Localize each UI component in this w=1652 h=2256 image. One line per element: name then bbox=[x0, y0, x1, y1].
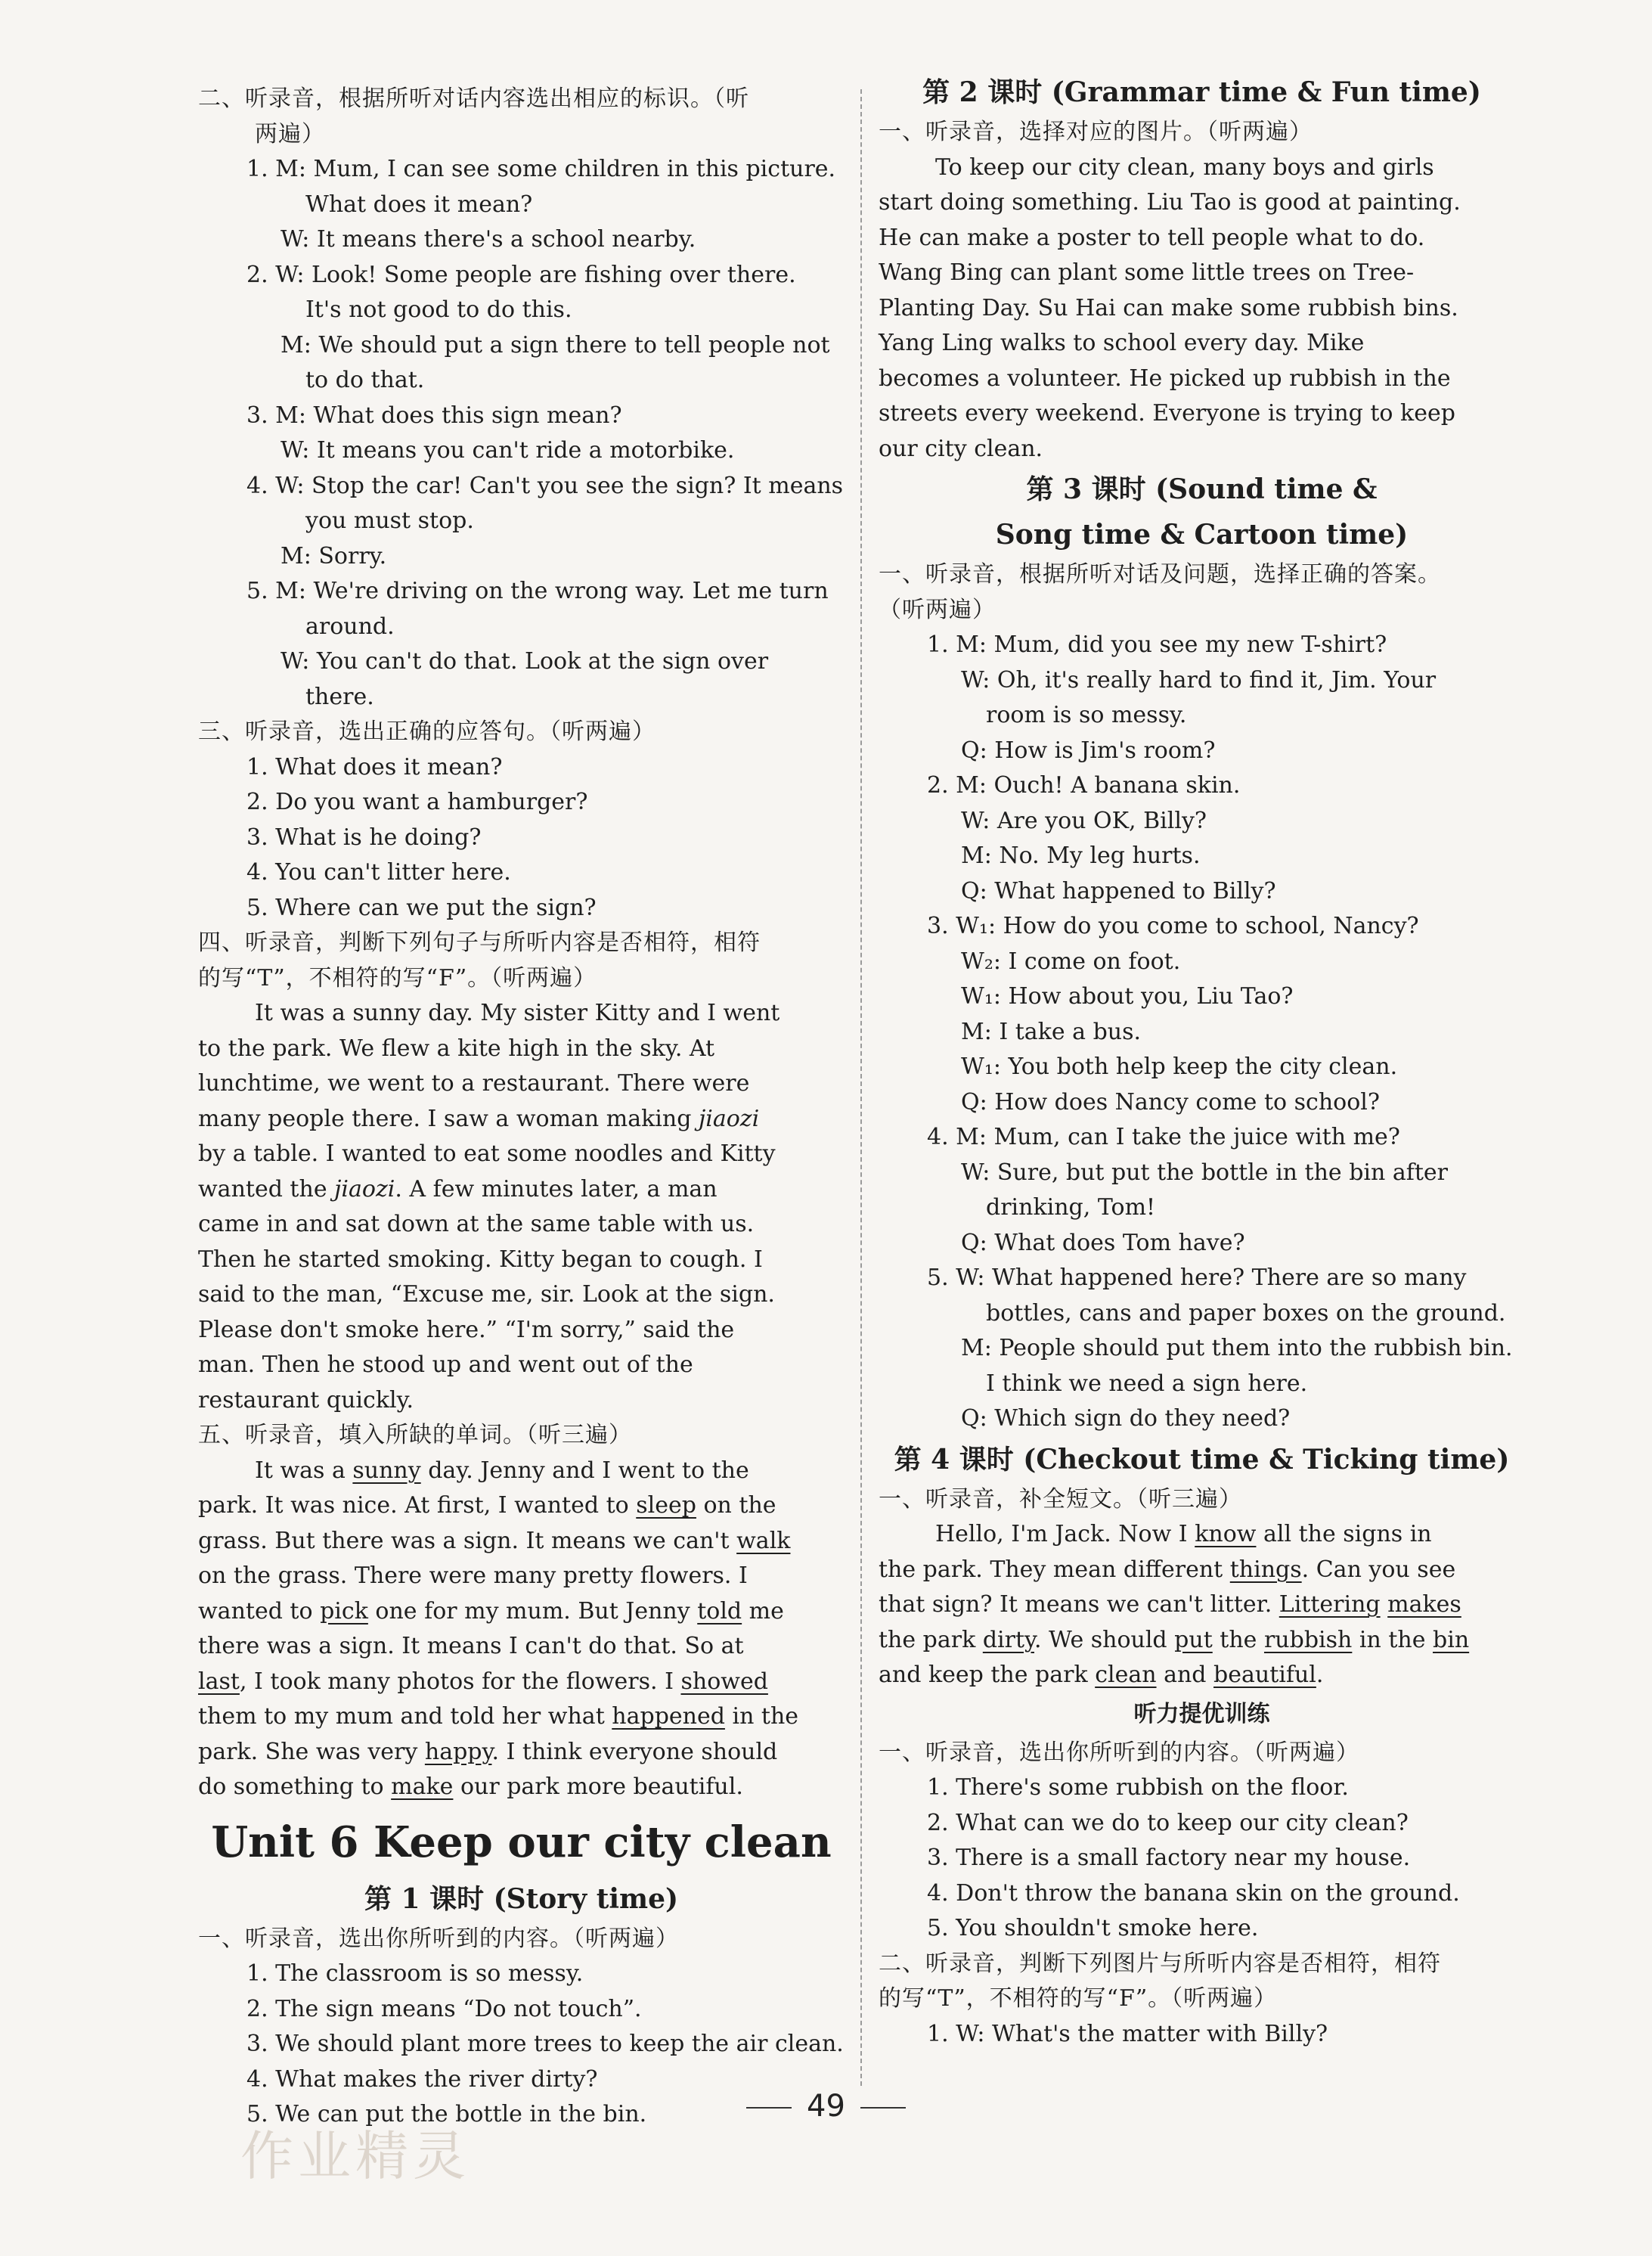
text-line bbox=[879, 1841, 1525, 1876]
text-line bbox=[198, 1957, 845, 1992]
text-line bbox=[198, 1770, 845, 1805]
left-text-block bbox=[198, 82, 845, 1805]
line-text: 1. What does it mean? bbox=[246, 753, 503, 780]
text-line bbox=[879, 2017, 1525, 2053]
text-line bbox=[198, 926, 845, 961]
lesson-3-text-block bbox=[879, 557, 1525, 1437]
line-text: 3. There is a small factory near my house. bbox=[927, 1845, 1411, 1871]
line-text: in the bbox=[1352, 1626, 1433, 1653]
filled-blank-word: clean bbox=[1095, 1662, 1157, 1688]
text-line bbox=[879, 1261, 1525, 1296]
line-text: all the signs in bbox=[1256, 1521, 1432, 1547]
line-text: It's not good to do this. bbox=[305, 296, 572, 323]
text-line bbox=[198, 1313, 845, 1348]
line-text: our city clean. bbox=[879, 435, 1043, 462]
text-line bbox=[879, 1367, 1525, 1402]
line-text: 两遍） bbox=[255, 120, 325, 147]
text-line bbox=[879, 1482, 1525, 1518]
line-text: It was a sunny day. My sister Kitty and I went bbox=[255, 1000, 780, 1026]
text-line bbox=[198, 574, 845, 610]
line-text: 2. The sign means “Do not touch”. bbox=[246, 1995, 642, 2022]
training-title: 听力提优训练 bbox=[1133, 1700, 1270, 1727]
text-line bbox=[198, 258, 845, 293]
line-text: that sign? It means we can't litter. bbox=[879, 1591, 1279, 1618]
line-text: W: Are you OK, Billy? bbox=[961, 807, 1207, 834]
line-text: Q: What happened to Billy? bbox=[961, 877, 1276, 905]
text-line bbox=[198, 855, 845, 891]
text-line bbox=[879, 396, 1525, 432]
text-line bbox=[198, 1629, 845, 1665]
text-line bbox=[198, 1665, 845, 1700]
line-text: restaurant quickly. bbox=[198, 1386, 414, 1413]
line-text: the park bbox=[879, 1626, 983, 1653]
line-text bbox=[1381, 1591, 1388, 1618]
line-text: many people there. I saw a woman making bbox=[198, 1105, 699, 1132]
line-text: 五、听录音，填入所缺的单词。（听三遍） bbox=[198, 1422, 632, 1448]
unit-title: Unit 6 Keep our city clean bbox=[211, 1817, 832, 1867]
line-text: 5. You shouldn't smoke here. bbox=[927, 1915, 1259, 1941]
lesson-4-text-block bbox=[879, 1482, 1525, 1693]
page-number: 49 bbox=[807, 2089, 845, 2124]
text-line bbox=[198, 610, 845, 645]
line-text: do something to bbox=[198, 1773, 392, 1800]
text-line bbox=[879, 1050, 1525, 1085]
text-line bbox=[198, 1348, 845, 1383]
text-line bbox=[198, 1488, 845, 1524]
line-text: 3. We should plant more trees to keep the air clean. bbox=[246, 2031, 844, 2057]
filled-blank-word: happened bbox=[612, 1703, 725, 1730]
text-line bbox=[198, 1559, 845, 1594]
line-text: on the grass. There were many pretty flowers. I bbox=[198, 1562, 748, 1589]
line-text: streets every weekend. Everyone is trying to keep bbox=[879, 400, 1455, 427]
text-line bbox=[198, 328, 845, 364]
text-line bbox=[198, 469, 845, 504]
line-text: wanted the bbox=[198, 1175, 335, 1202]
text-line bbox=[879, 909, 1525, 945]
line-text: W₁: How about you, Liu Tao? bbox=[961, 983, 1294, 1010]
text-line bbox=[879, 874, 1525, 910]
line-text: Then he started smoking. Kitty began to cough. I bbox=[198, 1246, 763, 1273]
lesson-4-title: 第 4 课时 (Checkout time & Ticking time) bbox=[894, 1443, 1510, 1476]
line-text: 一、听录音，选出你所听到的内容。（听两遍） bbox=[198, 1925, 679, 1952]
text-line bbox=[198, 1992, 845, 2028]
text-line bbox=[879, 698, 1525, 734]
page-number-dash-right bbox=[860, 2107, 906, 2109]
line-text: grass. But there was a sign. It means we can't bbox=[198, 1527, 737, 1554]
text-line bbox=[198, 961, 845, 997]
line-text: came in and sat down at the same table with us. bbox=[198, 1211, 755, 1237]
line-text: you must stop. bbox=[305, 507, 474, 534]
line-text: Q: How is Jim's room? bbox=[961, 737, 1216, 764]
text-line bbox=[879, 768, 1525, 804]
text-line bbox=[879, 326, 1525, 362]
page-number-dash-left bbox=[746, 2107, 792, 2109]
filled-blank-word: Littering bbox=[1279, 1591, 1381, 1618]
text-line bbox=[879, 1517, 1525, 1553]
line-text: W₁: You both help keep the city clean. bbox=[961, 1054, 1398, 1080]
line-text: M: No. My leg hurts. bbox=[961, 843, 1201, 869]
line-text: 4. M: Mum, can I take the juice with me? bbox=[927, 1124, 1400, 1150]
line-text: He can make a poster to tell people what to do. bbox=[879, 224, 1425, 251]
text-line bbox=[198, 644, 845, 680]
text-line bbox=[879, 1658, 1525, 1693]
line-text: lunchtime, we went to a restaurant. There were bbox=[198, 1070, 750, 1097]
text-line bbox=[879, 1226, 1525, 1261]
text-line bbox=[198, 891, 845, 926]
line-text: Q: Which sign do they need? bbox=[961, 1405, 1291, 1432]
filled-blank-word: showed bbox=[680, 1668, 768, 1695]
line-text: 1. M: Mum, did you see my new T-shirt? bbox=[927, 631, 1387, 658]
line-text: 5. M: We're driving on the wrong way. Let me turn bbox=[246, 578, 829, 604]
text-line bbox=[198, 188, 845, 223]
text-line bbox=[879, 1401, 1525, 1437]
text-line bbox=[198, 1137, 845, 1172]
text-line bbox=[198, 785, 845, 821]
line-text: 5. We can put the bottle in the bin. bbox=[246, 2101, 647, 2127]
line-text: . A few minutes later, a man bbox=[395, 1175, 718, 1202]
line-text: 一、听录音，选择对应的图片。（听两遍） bbox=[879, 119, 1313, 145]
left-column bbox=[198, 82, 845, 2133]
text-line bbox=[198, 1066, 845, 1102]
text-line bbox=[198, 715, 845, 750]
filled-blank-word: last bbox=[198, 1668, 240, 1695]
line-text: Wang Bing can plant some little trees on Tree- bbox=[879, 259, 1415, 286]
line-text: to the park. We flew a kite high in the sky. At bbox=[198, 1035, 715, 1062]
text-line bbox=[198, 152, 845, 188]
text-line bbox=[198, 1922, 845, 1957]
line-text: there was a sign. It means I can't do that. So at bbox=[198, 1633, 744, 1659]
line-text: around. bbox=[305, 613, 395, 640]
text-line bbox=[879, 628, 1525, 663]
text-line bbox=[879, 1806, 1525, 1842]
line-text: M: I take a bus. bbox=[961, 1018, 1142, 1045]
text-line bbox=[879, 1623, 1525, 1659]
line-text: park. She was very bbox=[198, 1738, 425, 1765]
italic-word: jiaozi bbox=[334, 1175, 395, 1202]
line-text: 2. What can we do to keep our city clean? bbox=[927, 1809, 1409, 1836]
italic-word: jiaozi bbox=[698, 1105, 760, 1132]
line-text: 4. W: Stop the car! Can't you see the sign? It means bbox=[246, 472, 844, 499]
text-line bbox=[198, 1243, 845, 1278]
line-text: 1. There's some rubbish on the floor. bbox=[927, 1774, 1349, 1801]
line-text: 一、听录音，补全短文。（听三遍） bbox=[879, 1485, 1242, 1513]
line-text: To keep our city clean, many boys and girls bbox=[935, 154, 1434, 181]
line-text: W: It means you can't ride a motorbike. bbox=[280, 437, 735, 464]
line-text: . bbox=[1316, 1662, 1324, 1688]
text-line bbox=[879, 1120, 1525, 1156]
filled-blank-word: make bbox=[391, 1773, 454, 1800]
line-text: Planting Day. Su Hai can make some rubbish bins. bbox=[879, 294, 1458, 321]
line-text: 的写“T”，不相符的写“F”。（听两遍） bbox=[879, 1985, 1278, 2012]
line-text: one for my mum. But Jenny bbox=[367, 1597, 698, 1625]
text-line bbox=[879, 1190, 1525, 1226]
line-text: room is so messy. bbox=[986, 702, 1187, 728]
training-text-block bbox=[879, 1736, 1525, 2053]
line-text: 2. W: Look! Some people are fishing over there. bbox=[246, 261, 796, 288]
text-line bbox=[879, 1736, 1525, 1771]
filled-blank-word: makes bbox=[1387, 1591, 1461, 1618]
line-text: park. It was nice. At first, I wanted to bbox=[198, 1492, 637, 1519]
line-text: 3. M: What does this sign mean? bbox=[246, 402, 622, 429]
line-text: Q: How does Nancy come to school? bbox=[961, 1088, 1380, 1116]
line-text: W: It means there's a school nearby. bbox=[280, 226, 696, 253]
line-text: and bbox=[1156, 1662, 1214, 1688]
text-line bbox=[198, 399, 845, 434]
line-text: 4. Don't throw the banana skin on the ground. bbox=[927, 1879, 1460, 1907]
line-text: M: We should put a sign there to tell people not bbox=[280, 331, 830, 358]
line-text: me bbox=[742, 1597, 784, 1625]
lesson-3-title-line-2: Song time & Cartoon time) bbox=[995, 519, 1409, 551]
text-line bbox=[879, 291, 1525, 327]
line-text: day. Jenny and I went to the bbox=[420, 1457, 749, 1484]
line-text: , I took many photos for the flowers. I bbox=[239, 1668, 681, 1695]
line-text: 1. The classroom is so messy. bbox=[246, 1960, 584, 1987]
text-line bbox=[879, 151, 1525, 186]
line-text: 4. You can't litter here. bbox=[246, 859, 511, 886]
text-line bbox=[198, 750, 845, 786]
line-text: 2. Do you want a hamburger? bbox=[246, 789, 588, 815]
text-line bbox=[879, 804, 1525, 839]
filled-blank-word: sunny bbox=[352, 1457, 421, 1484]
text-line bbox=[879, 1876, 1525, 1912]
text-line bbox=[198, 1207, 845, 1243]
text-line bbox=[198, 1277, 845, 1313]
line-text: 4. What makes the river dirty? bbox=[246, 2065, 598, 2093]
text-line bbox=[198, 1102, 845, 1137]
text-line bbox=[198, 1735, 845, 1770]
text-line bbox=[879, 1156, 1525, 1191]
line-text: 1. W: What's the matter with Billy? bbox=[927, 2020, 1328, 2047]
text-line bbox=[198, 821, 845, 856]
line-text: . Can you see bbox=[1301, 1556, 1456, 1583]
line-text: Yang Ling walks to school every day. Mike bbox=[879, 330, 1365, 356]
line-text: Please don't smoke here.” “I'm sorry,” said the bbox=[198, 1316, 735, 1343]
text-line bbox=[879, 185, 1525, 221]
text-line bbox=[879, 1331, 1525, 1367]
line-text: 三、听录音，选出正确的应答句。（听两遍） bbox=[198, 718, 656, 745]
line-text: 5. W: What happened here? There are so many bbox=[927, 1265, 1467, 1291]
line-text: W₂: I come on foot. bbox=[961, 948, 1181, 975]
line-text: 3. What is he doing? bbox=[246, 824, 482, 851]
right-column bbox=[879, 76, 1525, 2052]
filled-blank-word: told bbox=[697, 1597, 742, 1625]
column-divider bbox=[860, 89, 862, 2086]
line-text: （听两遍） bbox=[879, 596, 996, 623]
text-line bbox=[198, 293, 845, 328]
line-text: What does it mean? bbox=[305, 191, 533, 218]
text-line bbox=[198, 680, 845, 715]
text-line bbox=[198, 1383, 845, 1419]
line-text: said to the man, “Excuse me, sir. Look at the sign. bbox=[198, 1281, 775, 1308]
text-line bbox=[198, 1418, 845, 1454]
line-text: wanted to bbox=[198, 1597, 321, 1625]
text-line bbox=[198, 1172, 845, 1208]
line-text: . We should bbox=[1034, 1626, 1175, 1653]
line-text: 二、听录音，根据所听对话内容选出相应的标识。（听 bbox=[198, 85, 749, 112]
text-line bbox=[198, 1524, 845, 1559]
filled-blank-word: beautiful bbox=[1213, 1662, 1316, 1688]
line-text: and keep the park bbox=[879, 1662, 1096, 1688]
filled-blank-word: things bbox=[1229, 1556, 1302, 1583]
line-text: drinking, Tom! bbox=[986, 1194, 1156, 1221]
line-text: 一、听录音，根据所听对话及问题，选择正确的答案。 bbox=[879, 561, 1441, 588]
line-text: the park. They mean different bbox=[879, 1556, 1230, 1583]
text-line bbox=[198, 504, 845, 539]
text-line bbox=[879, 839, 1525, 874]
filled-blank-word: put bbox=[1174, 1626, 1213, 1653]
line-text: 四、听录音，判断下列句子与所听内容是否相符，相符 bbox=[198, 929, 761, 956]
lesson-3-title-line-1: 第 3 课时 (Sound time & bbox=[1026, 473, 1378, 505]
text-line bbox=[198, 433, 845, 469]
text-line bbox=[879, 115, 1525, 151]
filled-blank-word: sleep bbox=[636, 1492, 696, 1519]
filled-blank-word: dirty bbox=[982, 1626, 1034, 1653]
text-line bbox=[198, 222, 845, 258]
text-line bbox=[879, 1947, 1525, 1982]
text-line bbox=[879, 1085, 1525, 1121]
text-line bbox=[879, 1015, 1525, 1050]
text-line bbox=[879, 1587, 1525, 1623]
line-text: W: Oh, it's really hard to find it, Jim. Your bbox=[961, 666, 1437, 694]
line-text: on the bbox=[696, 1492, 776, 1519]
filled-blank-word: happy bbox=[424, 1738, 492, 1765]
line-text: Q: What does Tom have? bbox=[961, 1229, 1245, 1256]
line-text: them to my mum and told her what bbox=[198, 1703, 612, 1730]
line-text: 的写“T”，不相符的写“F”。（听两遍） bbox=[198, 964, 597, 991]
line-text: 3. W₁: How do you come to school, Nancy? bbox=[927, 913, 1419, 939]
text-line bbox=[879, 979, 1525, 1015]
filled-blank-word: rubbish bbox=[1263, 1626, 1353, 1653]
line-text: . I think everyone should bbox=[491, 1738, 778, 1765]
text-line bbox=[198, 1594, 845, 1630]
text-line bbox=[198, 1699, 845, 1735]
text-line bbox=[879, 362, 1525, 397]
filled-blank-word: pick bbox=[320, 1597, 368, 1625]
text-line bbox=[879, 1770, 1525, 1806]
line-text: M: People should put them into the rubbish bin. bbox=[961, 1335, 1513, 1361]
filled-blank-word: walk bbox=[736, 1527, 791, 1554]
line-text: 5. Where can we put the sign? bbox=[246, 894, 597, 921]
text-line bbox=[879, 945, 1525, 980]
line-text: W: You can't do that. Look at the sign over bbox=[280, 648, 769, 675]
line-text: 二、听录音，判断下列图片与所听内容是否相符，相符 bbox=[879, 1950, 1441, 1977]
text-line bbox=[198, 996, 845, 1032]
line-text: man. Then he stood up and went out of the bbox=[198, 1351, 693, 1378]
text-line bbox=[198, 1032, 845, 1067]
text-line bbox=[879, 256, 1525, 291]
line-text: our park more beautiful. bbox=[453, 1773, 743, 1800]
text-line bbox=[879, 1553, 1525, 1588]
lesson-2-title: 第 2 课时 (Grammar time & Fun time) bbox=[922, 76, 1481, 108]
line-text: the bbox=[1212, 1626, 1264, 1653]
line-text: start doing something. Liu Tao is good at painting. bbox=[879, 189, 1461, 216]
text-line bbox=[879, 221, 1525, 256]
text-line bbox=[879, 432, 1525, 467]
text-line bbox=[879, 1981, 1525, 2017]
text-line bbox=[198, 1454, 845, 1489]
line-text: there. bbox=[305, 683, 374, 710]
line-text: bottles, cans and paper boxes on the ground. bbox=[986, 1299, 1506, 1327]
line-text: It was a bbox=[255, 1457, 353, 1484]
line-text: 一、听录音，选出你所听到的内容。（听两遍） bbox=[879, 1739, 1359, 1766]
text-line bbox=[879, 1296, 1525, 1332]
line-text: 1. M: Mum, I can see some children in this picture. bbox=[246, 156, 836, 182]
line-text: 2. M: Ouch! A banana skin. bbox=[927, 772, 1241, 799]
line-text: W: Sure, but put the bottle in the bin after bbox=[961, 1159, 1448, 1186]
text-line bbox=[879, 663, 1525, 699]
text-line bbox=[879, 1911, 1525, 1947]
filled-blank-word: know bbox=[1195, 1521, 1257, 1547]
line-text: by a table. I wanted to eat some noodles and Kitty bbox=[198, 1140, 776, 1167]
text-line bbox=[879, 557, 1525, 593]
lesson-2-text-block bbox=[879, 115, 1525, 467]
watermark: 作业精灵 bbox=[240, 2125, 470, 2187]
line-text: M: Sorry. bbox=[280, 542, 387, 569]
line-text: becomes a volunteer. He picked up rubbish in the bbox=[879, 365, 1451, 392]
lesson-1-title: 第 1 课时 (Story time) bbox=[364, 1882, 679, 1915]
text-line bbox=[198, 117, 845, 153]
line-text: Hello, I'm Jack. Now I bbox=[935, 1521, 1195, 1547]
line-text: in the bbox=[724, 1703, 799, 1730]
text-line bbox=[879, 734, 1525, 769]
text-line bbox=[879, 593, 1525, 628]
line-text: I think we need a sign here. bbox=[986, 1370, 1308, 1397]
text-line bbox=[198, 363, 845, 399]
filled-blank-word: bin bbox=[1433, 1626, 1470, 1653]
text-line bbox=[198, 539, 845, 575]
text-line bbox=[198, 82, 845, 117]
line-text: to do that. bbox=[305, 367, 425, 393]
text-line bbox=[198, 2027, 845, 2062]
